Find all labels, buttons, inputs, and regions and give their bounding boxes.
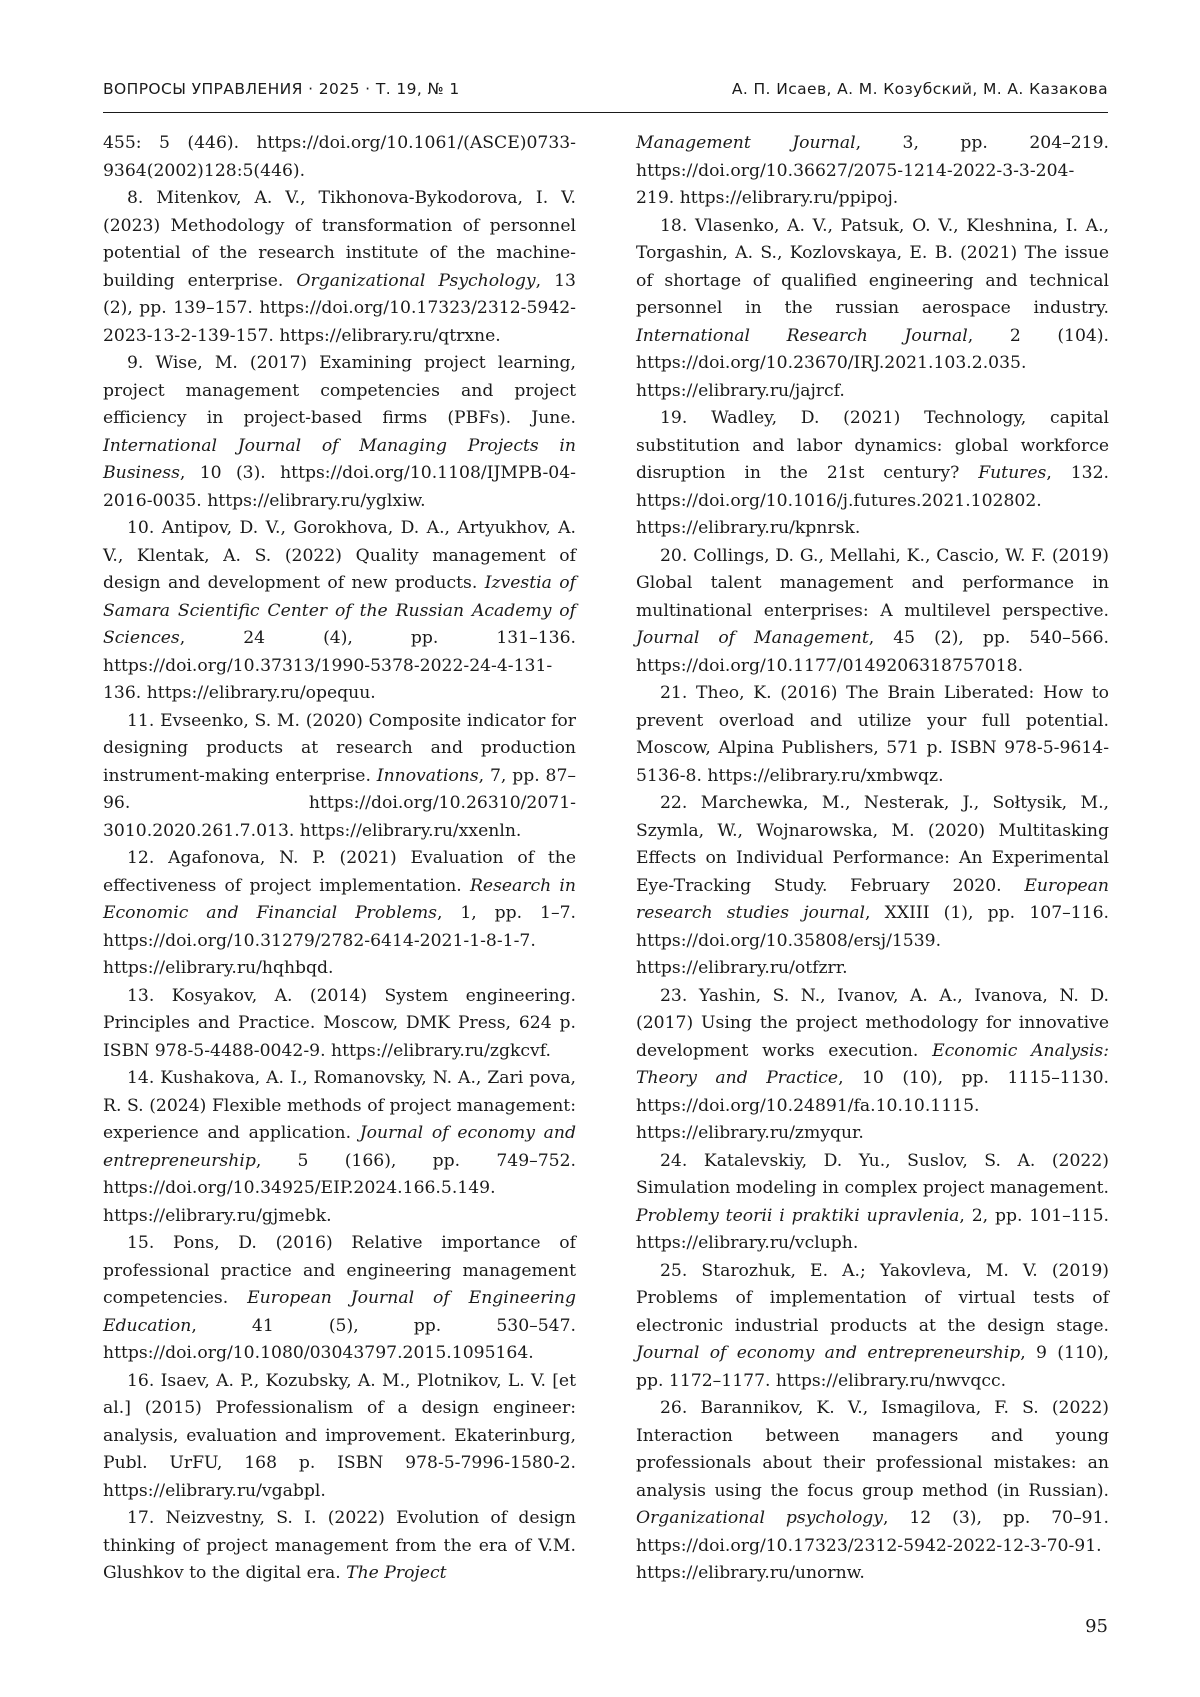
- reference-item: 11. Evseenko, S. M. (2020) Composite indicator for designing products at research and production instrument-making enterprise. Innovations, 7, pp. 87–96. https://doi.org/10.26310/2071-3010.2020.261.7.013. https://elibrary.ru/xxenln.: [103, 710, 577, 841]
- journal-name: Journal of economy and entrepreneurship: [103, 1123, 577, 1171]
- journal-name: Management Journal: [636, 133, 856, 153]
- running-header: [103, 78, 1108, 113]
- page-number: 95: [1085, 1616, 1108, 1637]
- journal-name: Problemy teorii i praktiki upravlenia: [636, 1205, 960, 1226]
- journal-name: Innovations: [376, 765, 479, 786]
- journal-name: Organizational psychology: [636, 1508, 884, 1528]
- reference-item: 9. Wise, M. (2017) Examining project learning, project management competencies and project efficiency in project-based firms (PBFs). June. International Journal of Managing Projects in Business, 10 (3). https://doi.org/10.1108/IJMPB-04-2016-0035. https://elibrary.ru/yglxiw.: [103, 353, 576, 511]
- journal-name: European research studies journal: [636, 875, 1109, 923]
- journal-name: Economic Analysis: Theory and Practice: [636, 1040, 1110, 1088]
- reference-item: 10. Antipov, D. V., Gorokhova, D. A., Artyukhov, A. V., Klentak, A. S. (2022) Quality management of design and development of new products. Izvestia of Samara Scientific Center of the Russian Academy of Sciences, 24 (4), pp. 131–136. https://doi.org/10.37313/1990-5378-2022-24-4-131-136. https://elibrary.ru/opequu.: [103, 518, 576, 703]
- reference-item: 12. Agafonova, N. P. (2021) Evaluation of the effectiveness of project implementation. Research in Economic and Financial Problems, 1, pp. 1–7. https://doi.org/10.31279/2782-6414-2021-1-8-1-7. https://elibrary.ru/hqhbqd.: [103, 848, 576, 978]
- journal-name: Journal of economy and entrepreneurship: [636, 1343, 1021, 1363]
- reference-item: 13. Kosyakov, A. (2014) System engineering. Principles and Practice. Moscow, DMK Press, 624 p. ISBN 978-5-4488-0042-9. https://elibrary.ru/zgkcvf.: [103, 985, 576, 1061]
- journal-name: Research in Economic and Financial Problems: [103, 875, 576, 923]
- journal-name: Izvestia of Samara Scientific Center of the Russian Academy of Sciences: [103, 573, 576, 648]
- reference-item: 8. Mitenkov, A. V., Tikhonova-Bykodorova, I. V. (2023) Methodology of transformation of personnel potential of the research institute of the machine-building enterprise. Organizational Psychology, 13 (2), pp. 139–157. https://doi.org/10.17323/2312-5942-2023-13-2-139-157. https://elibrary.ru/qtrxne.: [103, 188, 576, 346]
- reference-item: 19. Wadley, D. (2021) Technology, capital substitution and labor dynamics: global workforce disruption in the 21st century? Futures, 132. https://doi.org/10.1016/j.futures.2021.102802. https://elibrary.ru/kpnrsk.: [636, 408, 1109, 538]
- reference-item: 20. Collings, D. G., Mellahi, K., Cascio, W. F. (2019) Global talent management and performance in multinational enterprises: A multilevel perspective. Journal of Management, 45 (2), pp. 540–566. https://doi.org/10.1177/0149206318757018.: [636, 545, 1109, 676]
- journal-title: ВОПРОСЫ УПРАВЛЕНИЯ · 2025 · Т. 19, № 1: [103, 80, 460, 98]
- reference-item: 25. Starozhuk, E. A.; Yakovleva, M. V. (2019) Problems of implementation of virtual tests of electronic industrial products at the design stage. Journal of economy and entrepreneurship, 9 (110), pp. 1172–1177. https://elibrary.ru/nwvqcc.: [636, 1260, 1109, 1391]
- reference-item: 18. Vlasenko, A. V., Patsuk, O. V., Kleshnina, I. A., Torgashin, A. S., Kozlovskaya, E. B. (2021) The issue of shortage of qualified engineering and technical personnel in the russian aerospace industry. International Research Journal, 2 (104). https://doi.org/10.23670/IRJ.2021.103.2.035. https://elibrary.ru/jajrcf.: [636, 215, 1109, 401]
- reference-item: 16. Isaev, A. P., Kozubsky, A. M., Plotnikov, L. V. [et al.] (2015) Professionalism of a design engineer: analysis, evaluation and improvement. Ekaterinburg, Publ. UrFU, 168 p. ISBN 978-5-7996-1580-2. https://elibrary.ru/vgabpl.: [103, 1370, 576, 1501]
- journal-name: International Research Journal: [636, 325, 968, 346]
- reference-item: 24. Katalevskiy, D. Yu., Suslov, S. A. (2022) Simulation modeling in complex project management. Problemy teorii i praktiki upravlenia, 2, pp. 101–115. https://elibrary.ru/vcluph.: [636, 1150, 1110, 1253]
- reference-item: 15. Pons, D. (2016) Relative importance of professional practice and engineering management competencies. European Journal of Engineering Education, 41 (5), pp. 530–547. https://doi.org/10.1080/03043797.2015.1095164.: [103, 1233, 576, 1363]
- reference-item: 22. Marchewka, M., Nesterak, J., Sołtysik, M., Szymla, W., Wojnarowska, M. (2020) Multitasking Effects on Individual Performance: An Experimental Eye-Tracking Study. February 2020. European research studies journal, XXIII (1), pp. 107–116. https://doi.org/10.35808/ersj/1539. https://elibrary.ru/otfzrr.: [636, 793, 1109, 978]
- reference-item: 21. Theo, K. (2016) The Brain Liberated: How to prevent overload and utilize your full potential. Moscow, Alpina Publishers, 571 p. ISBN 978-5-9614-5136-8. https://elibrary.ru/xmbwqz.: [636, 683, 1109, 786]
- reference-item: 455: 5 (446). https://doi.org/10.1061/(ASCE)0733-9364(2002)128:5(446).: [103, 133, 576, 181]
- reference-item: 26. Barannikov, K. V., Ismagilova, F. S. (2022) Interaction between managers and young professionals about their professional mistakes: an analysis using the focus group method (in Russian). Organizational psychology, 12 (3), pp. 70–91. https://doi.org/10.17323/2312-5942-2022-12-3-70-91. https://elibrary.ru/unornw.: [636, 1398, 1109, 1583]
- references-column-right: [636, 130, 1109, 1588]
- references-column-left: [103, 130, 576, 1588]
- journal-name: European Journal of Engineering Education: [103, 1288, 576, 1336]
- journal-name: Organizational Psychology: [296, 270, 536, 291]
- journal-name: Journal of Management: [636, 628, 869, 648]
- reference-item: 17. Neizvestny, S. I. (2022) Evolution of design thinking of project management from the era of V.M. Glushkov to the digital era. The Project: [103, 1508, 576, 1583]
- reference-item: 23. Yashin, S. N., Ivanov, A. A., Ivanova, N. D. (2017) Using the project methodology for innovative development works execution. Economic Analysis: Theory and Practice, 10 (10), pp. 1115–1130. https://doi.org/10.24891/fa.10.10.1115. https://elibrary.ru/zmyqur.: [636, 985, 1110, 1143]
- journal-name: Futures: [978, 463, 1047, 483]
- reference-item: 14. Kushakova, A. I., Romanovsky, N. A., Zari pova, R. S. (2024) Flexible methods of project management: experience and application. Journal of economy and entrepreneurship, 5 (166), pp. 749–752. https://doi.org/10.34925/EIP.2024.166.5.149. https://elibrary.ru/gjmebk.: [103, 1068, 577, 1226]
- journal-name: The Project: [346, 1563, 447, 1583]
- authors-line: А. П. Исаев, А. М. Козубский, М. А. Казакова: [731, 80, 1108, 98]
- reference-item: Management Journal, 3, pp. 204–219. https://doi.org/10.36627/2075-1214-2022-3-3-204-219. https://elibrary.ru/ppipoj.: [636, 133, 1109, 208]
- journal-name: International Journal of Managing Projects in Business: [103, 435, 576, 483]
